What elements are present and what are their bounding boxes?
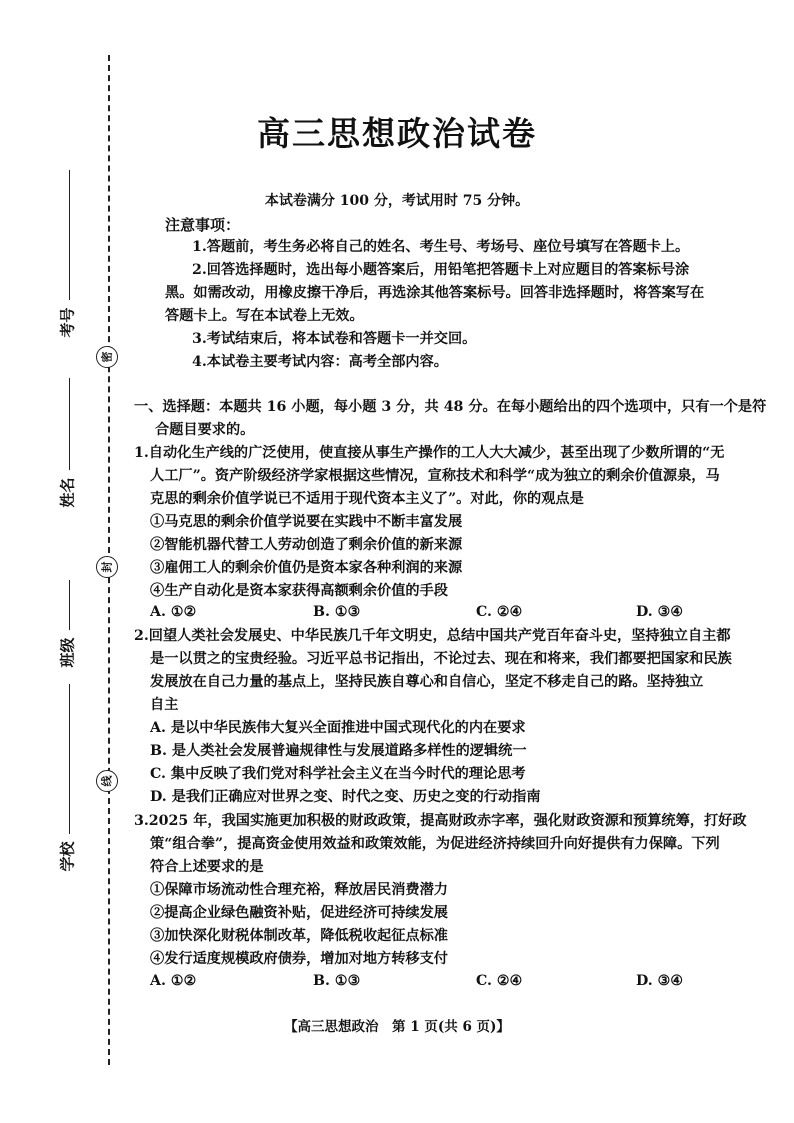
exam-page: 密 封 线 考号 姓名 班级 学校 高三思想政治试卷 本试卷满分 100 分，考试用时 75 分钟。 注意事项： 1.答题前，考生务必将自己的姓名、考生号、考场号、座位号填写在答题卡上。 2.回答选择题时，选出每小题答案后，用铅笔把答题卡上对应题目的答案标号涂 黑。如需改动，用橡皮擦干净后，再选涂其他答案标号。回答非选择题时，将答案写在 答题卡上。写在本试卷上无效。 3.考试结束后，将本试卷和答题卡一并交回。 4.本试卷主要考试内容：高考全部内容。 一、选择题：本题共 16 小题，每小题 3 分，共 48 分。在每小题给出的四个选项中，只有一个是符 合题目要求的。 1.自动化生产线的广泛使用，使直接从事生产操作的工人大大减少，甚至出现了少数所谓的“无 人工厂”。资产阶级经济学家根据这些情况，宣称技术和科学“成为独立的剩余价值源泉，马 克思的剩余价值学说已不适用于现代资本主义了”。对此，你的观点是 ①马克思的剩余价值学说要在实践中不断丰富发展 ②智能机器代替工人劳动创造了剩余价值的新来源 ③雇佣工人的剩余价值仍是资本家各种利润的来源 ④生产自动化是资本家获得高额剩余价值的手段 A. ①② B. ①③ C. ②④ D. ③④ 2.回望人类社会发展史、中华民族几千年文明史，总结中国共产党百年奋斗史，坚持独立自主都 是一以贯之的宝贵经验。习近平总书记指出，不论过去、现在和将来，我们都要把国家和民族 发展放在自己力量的基点上，坚持民族自尊心和自信心，坚定不移走自己的路。坚持独立 自主 A. 是以中华民族伟大复兴全面推进中国式现代化的内在要求 B. 是人类社会发展普遍规律性与发展道路多样性的逻辑统一 C. 集中反映了我们党对科学社会主义在当今时代的理论思考 D. 是我们正确应对世界之变、时代之变、历史之变的行动指南 3.2025 年，我国实施更加积极的财政政策，提高财政赤字率，强化财政资源和预算统筹，打好政 策“组合拳”，提高资金使用效益和政策效能，为促进经济持续回升向好提供有力保障。下列 符合上述要求的是 ①保障市场流动性合理充裕，释放居民消费潜力 ②提高企业绿色融资补贴，促进经济可持续发展 ③加快深化财税体制改革，降低税收起征点标准 ④发行适度规模政府债券，增加对地方转移支付 A. ①② B. ①③ C. ②④ D. ③④ 【高三思想政治 第 1 页(共 6 页)】: [0, 0, 794, 1123]
page-title: 高三思想政治试卷: [257, 114, 537, 153]
notice-line: 3.考试结束后，将本试卷和答题卡一并交回。: [192, 331, 477, 347]
question-2-choice-b[interactable]: B. 是人类社会发展普遍规律性与发展道路多样性的逻辑统一: [150, 743, 527, 759]
question-3-choice-c[interactable]: C. ②④: [476, 973, 523, 989]
question-3-item: ②提高企业绿色融资补贴，促进经济可持续发展: [150, 905, 448, 921]
question-1-stem: 克思的剩余价值学说已不适用于现代资本主义了”。对此，你的观点是: [150, 491, 584, 507]
question-2-choice-c[interactable]: C. 集中反映了我们党对科学社会主义在当今时代的理论思考: [150, 766, 526, 782]
question-3-choice-d[interactable]: D. ③④: [636, 973, 684, 989]
notice-line: 2.回答选择题时，选出每小题答案后，用铅笔把答题卡上对应题目的答案标号涂: [192, 262, 690, 278]
notice-line: 1.答题前，考生务必将自己的姓名、考生号、考场号、座位号填写在答题卡上。: [192, 239, 690, 255]
question-3-item: ①保障市场流动性合理充裕，释放居民消费潜力: [150, 882, 448, 898]
section-heading: 一、选择题：本题共 16 小题，每小题 3 分，共 48 分。在每小题给出的四个选项中，只有一个是符: [134, 399, 767, 415]
question-3-choice-a[interactable]: A. ①②: [150, 973, 197, 989]
question-3-item: ④发行适度规模政府债券，增加对地方转移支付: [150, 951, 448, 967]
question-3-stem: 符合上述要求的是: [150, 859, 264, 875]
exam-info: 本试卷满分 100 分，考试用时 75 分钟。: [264, 193, 530, 209]
question-1-stem: 人工厂”。资产阶级经济学家根据这些情况，宣称技术和科学“成为独立的剩余价值源泉，马: [150, 468, 720, 484]
question-3-stem: 策“组合拳”，提高资金使用效益和政策效能，为促进经济持续回升向好提供有力保障。下列: [150, 836, 720, 852]
section-heading-cont: 合题目要求的。: [155, 422, 255, 438]
question-2-stem: 发展放在自己力量的基点上，坚持民族自尊心和自信心，坚定不移走自己的路。坚持独立: [150, 674, 704, 690]
question-3-stem: 3.2025 年，我国实施更加积极的财政政策，提高财政赤字率，强化财政资源和预算统筹，打好政: [134, 813, 747, 829]
question-2-choice-d[interactable]: D. 是我们正确应对世界之变、时代之变、历史之变的行动指南: [150, 789, 541, 805]
page-footer: 【高三思想政治 第 1 页(共 6 页)】: [284, 1019, 510, 1035]
seal-mi: 密: [96, 346, 118, 368]
seal-xian: 线: [96, 770, 118, 792]
question-1-choice-b[interactable]: B. ①③: [313, 604, 361, 620]
question-1-item: ①马克思的剩余价值学说要在实践中不断丰富发展: [150, 514, 463, 530]
question-2-stem: 是一以贯之的宝贵经验。习近平总书记指出，不论过去、现在和将来，我们都要把国家和民族: [150, 651, 732, 667]
notice-line: 4.本试卷主要考试内容：高考全部内容。: [192, 354, 448, 370]
question-1-choice-d[interactable]: D. ③④: [636, 604, 684, 620]
question-1-item: ②智能机器代替工人劳动创造了剩余价值的新来源: [150, 537, 463, 553]
question-3-choice-b[interactable]: B. ①③: [313, 973, 361, 989]
question-2-stem: 自主: [150, 697, 179, 713]
notice-line: 黑。如需改动，用橡皮擦干净后，再选涂其他答案标号。回答非选择题时，将答案写在: [165, 285, 705, 301]
question-2-stem: 2.回望人类社会发展史、中华民族几千年文明史，总结中国共产党百年奋斗史，坚持独立自主都: [134, 628, 731, 644]
notice-heading: 注意事项：: [165, 216, 241, 234]
question-1-item: ③雇佣工人的剩余价值仍是资本家各种利润的来源: [150, 560, 463, 576]
question-1-choice-a[interactable]: A. ①②: [150, 604, 197, 620]
question-1-stem: 1.自动化生产线的广泛使用，使直接从事生产操作的工人大大减少，甚至出现了少数所谓的“无: [134, 445, 725, 461]
question-1-item: ④生产自动化是资本家获得高额剩余价值的手段: [150, 583, 448, 599]
question-1-choice-c[interactable]: C. ②④: [476, 604, 523, 620]
question-3-item: ③加快深化财税体制改革，降低税收起征点标准: [150, 928, 448, 944]
seal-feng: 封: [96, 556, 118, 578]
question-2-choice-a[interactable]: A. 是以中华民族伟大复兴全面推进中国式现代化的内在要求: [150, 720, 526, 736]
notice-line: 答题卡上。写在本试卷上无效。: [165, 308, 364, 324]
